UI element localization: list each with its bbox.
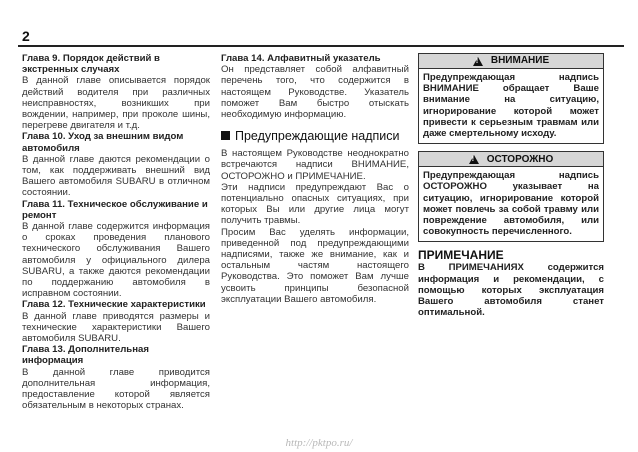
chapter-11-text: В данной главе содержится информация о сроках проведения планового технического обслуживания Вашего автомобиля у официального дилера SUBARU, а также даются рекомендации по поддержанию автомобиля в исправном состоянии.	[22, 221, 210, 300]
attention-box	[418, 53, 604, 144]
caution-box	[418, 151, 604, 242]
square-bullet-icon	[221, 131, 230, 140]
page-number: 2	[22, 28, 30, 44]
caution-text: Предупреждающая надпись ОСТОРОЖНО указывает на ситуацию, игнорирование которой может повлечь за собой травму или повреждение автомобиля, или совокупность перечисленного.	[423, 170, 599, 238]
note-text: В ПРИМЕЧАНИЯХ содержится информация и рекомендации, с помощью которых эксплуатация Вашего автомобиля станет оптимальной.	[418, 262, 604, 319]
section-paragraph-1: В настоящем Руководстве неоднократно встречаются надписи ВНИМАНИЕ, ОСТОРОЖНО и ПРИМЕЧАНИЕ.	[221, 148, 409, 182]
column-right	[418, 53, 604, 318]
footer-url[interactable]: http://pktpo.ru/	[285, 437, 353, 449]
column-left	[22, 53, 210, 412]
chapter-10-heading: Глава 10. Уход за внешним видом автомобиля	[22, 131, 184, 154]
chapter-11-heading: Глава 11. Техническое обслуживание и ремонт	[22, 198, 208, 221]
attention-title: ВНИМАНИЕ	[490, 55, 550, 67]
chapter-13-heading: Глава 13. Дополнительная информация	[22, 344, 149, 367]
chapter-14-text: Он представляет собой алфавитный перечень того, что содержится в настоящем Руководстве. Указатель поможет Вам быстро отыскать необходимую информацию.	[221, 64, 409, 121]
caution-header	[419, 152, 603, 167]
column-middle	[221, 53, 409, 305]
section-title: Предупреждающие надписи	[235, 129, 400, 144]
section-heading	[221, 129, 409, 143]
caution-title: ОСТОРОЖНО	[486, 153, 554, 165]
chapter-9-heading: Глава 9. Порядок действий в экстренных случаях	[22, 53, 160, 76]
chapter-12-heading: Глава 12. Технические характеристики	[22, 299, 206, 311]
chapter-14-heading: Глава 14. Алфавитный указатель	[221, 53, 381, 64]
chapter-10-text: В данной главе даются рекомендации о том, как поддерживать внешний вид Вашего автомобиля SUBARU в отличном состоянии.	[22, 153, 210, 199]
warning-triangle-icon	[473, 57, 483, 66]
warning-triangle-icon	[469, 155, 479, 164]
chapter-13-text: В данной главе приводится дополнительная информация, предоставление которой является обязательным в некоторых странах.	[22, 366, 210, 412]
note-title: ПРИМЕЧАНИЕ	[418, 248, 504, 263]
header-rule	[18, 45, 624, 47]
section-paragraph-3: Просим Вас уделять информации, приведенной под предупреждающими надписями, также же внимание, как и остальным частям настоящего Руководства. Это поможет Вам лучше усвоить принципы безопасной эксплуатации Вашего автомобиля.	[221, 226, 409, 305]
chapter-12-text: В данной главе приводятся размеры и технические характеристики Вашего автомобиля SUBARU.	[22, 310, 210, 345]
chapter-9-text: В данной главе описывается порядок действий водителя при различных неисправностях, возникших при вождении, например, при проколе шины, перегреве двигателя и т.д.	[22, 75, 210, 132]
attention-text: Предупреждающая надпись ВНИМАНИЕ обращает Ваше внимание на ситуацию, игнорирование которой может привести к серьезным травмам или даже смертельному исходу.	[423, 72, 599, 140]
attention-header	[419, 54, 603, 69]
section-paragraph-2: Эти надписи предупреждают Вас о потенциально опасных ситуациях, при которых Вы или другие лица могут получить травмы.	[221, 181, 409, 227]
